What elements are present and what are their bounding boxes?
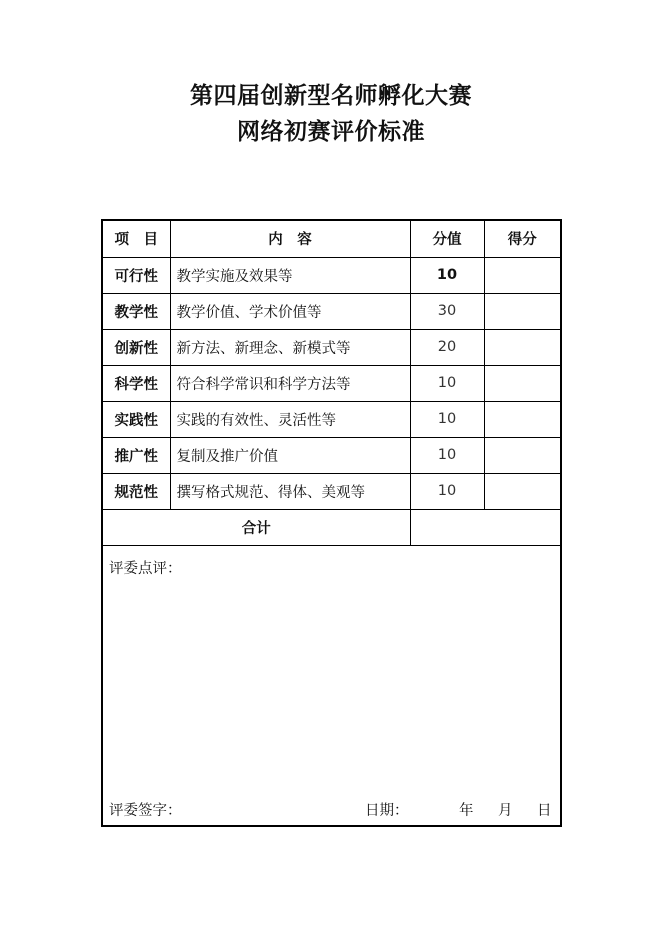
- item-content: 教学价值、学术价值等: [170, 293, 410, 329]
- signature-label: 评委签字：: [109, 803, 182, 819]
- comments-label: 评委点评：: [109, 561, 182, 577]
- item-content: 新方法、新理念、新模式等: [170, 329, 410, 365]
- total-row: [103, 509, 560, 545]
- item-name: 可行性: [103, 257, 170, 293]
- score-cell[interactable]: [484, 437, 560, 473]
- item-value: 30: [410, 293, 484, 329]
- score-cell[interactable]: [484, 329, 560, 365]
- item-content: 实践的有效性、灵活性等: [170, 401, 410, 437]
- item-name: 实践性: [103, 401, 170, 437]
- table-row: [103, 293, 560, 329]
- table-row: [103, 329, 560, 365]
- evaluation-form: [101, 219, 562, 827]
- item-name: 教学性: [103, 293, 170, 329]
- item-value: 10: [410, 257, 484, 293]
- page-subtitle: 网络初赛评价标准: [237, 119, 425, 145]
- score-cell[interactable]: [484, 473, 560, 509]
- item-content: 撰写格式规范、得体、美观等: [170, 473, 410, 509]
- month-label: 月: [498, 803, 513, 819]
- table-row: [103, 401, 560, 437]
- item-content: 教学实施及效果等: [170, 257, 410, 293]
- score-table: [103, 221, 560, 546]
- day-label: 日: [537, 803, 552, 819]
- header-score: 得分: [484, 221, 560, 257]
- total-score-cell[interactable]: [410, 509, 560, 545]
- score-cell[interactable]: [484, 401, 560, 437]
- score-cell[interactable]: [484, 365, 560, 401]
- item-value: 20: [410, 329, 484, 365]
- table-row: [103, 365, 560, 401]
- item-name: 创新性: [103, 329, 170, 365]
- item-content: 复制及推广价值: [170, 437, 410, 473]
- page-title: 第四届创新型名师孵化大赛: [190, 83, 472, 109]
- item-name: 科学性: [103, 365, 170, 401]
- table-row: [103, 257, 560, 293]
- header-item: 项 目: [103, 221, 170, 257]
- score-cell[interactable]: [484, 293, 560, 329]
- item-value: 10: [410, 473, 484, 509]
- item-value: 10: [410, 437, 484, 473]
- table-row: [103, 437, 560, 473]
- date-label: 日期：: [365, 803, 409, 819]
- item-value: 10: [410, 365, 484, 401]
- score-cell[interactable]: [484, 257, 560, 293]
- year-label: 年: [459, 803, 474, 819]
- table-row: [103, 473, 560, 509]
- item-name: 规范性: [103, 473, 170, 509]
- total-label: 合计: [103, 509, 410, 545]
- item-value: 10: [410, 401, 484, 437]
- table-header-row: [103, 221, 560, 257]
- item-name: 推广性: [103, 437, 170, 473]
- header-content: 内 容: [170, 221, 410, 257]
- header-value: 分值: [410, 221, 484, 257]
- item-content: 符合科学常识和科学方法等: [170, 365, 410, 401]
